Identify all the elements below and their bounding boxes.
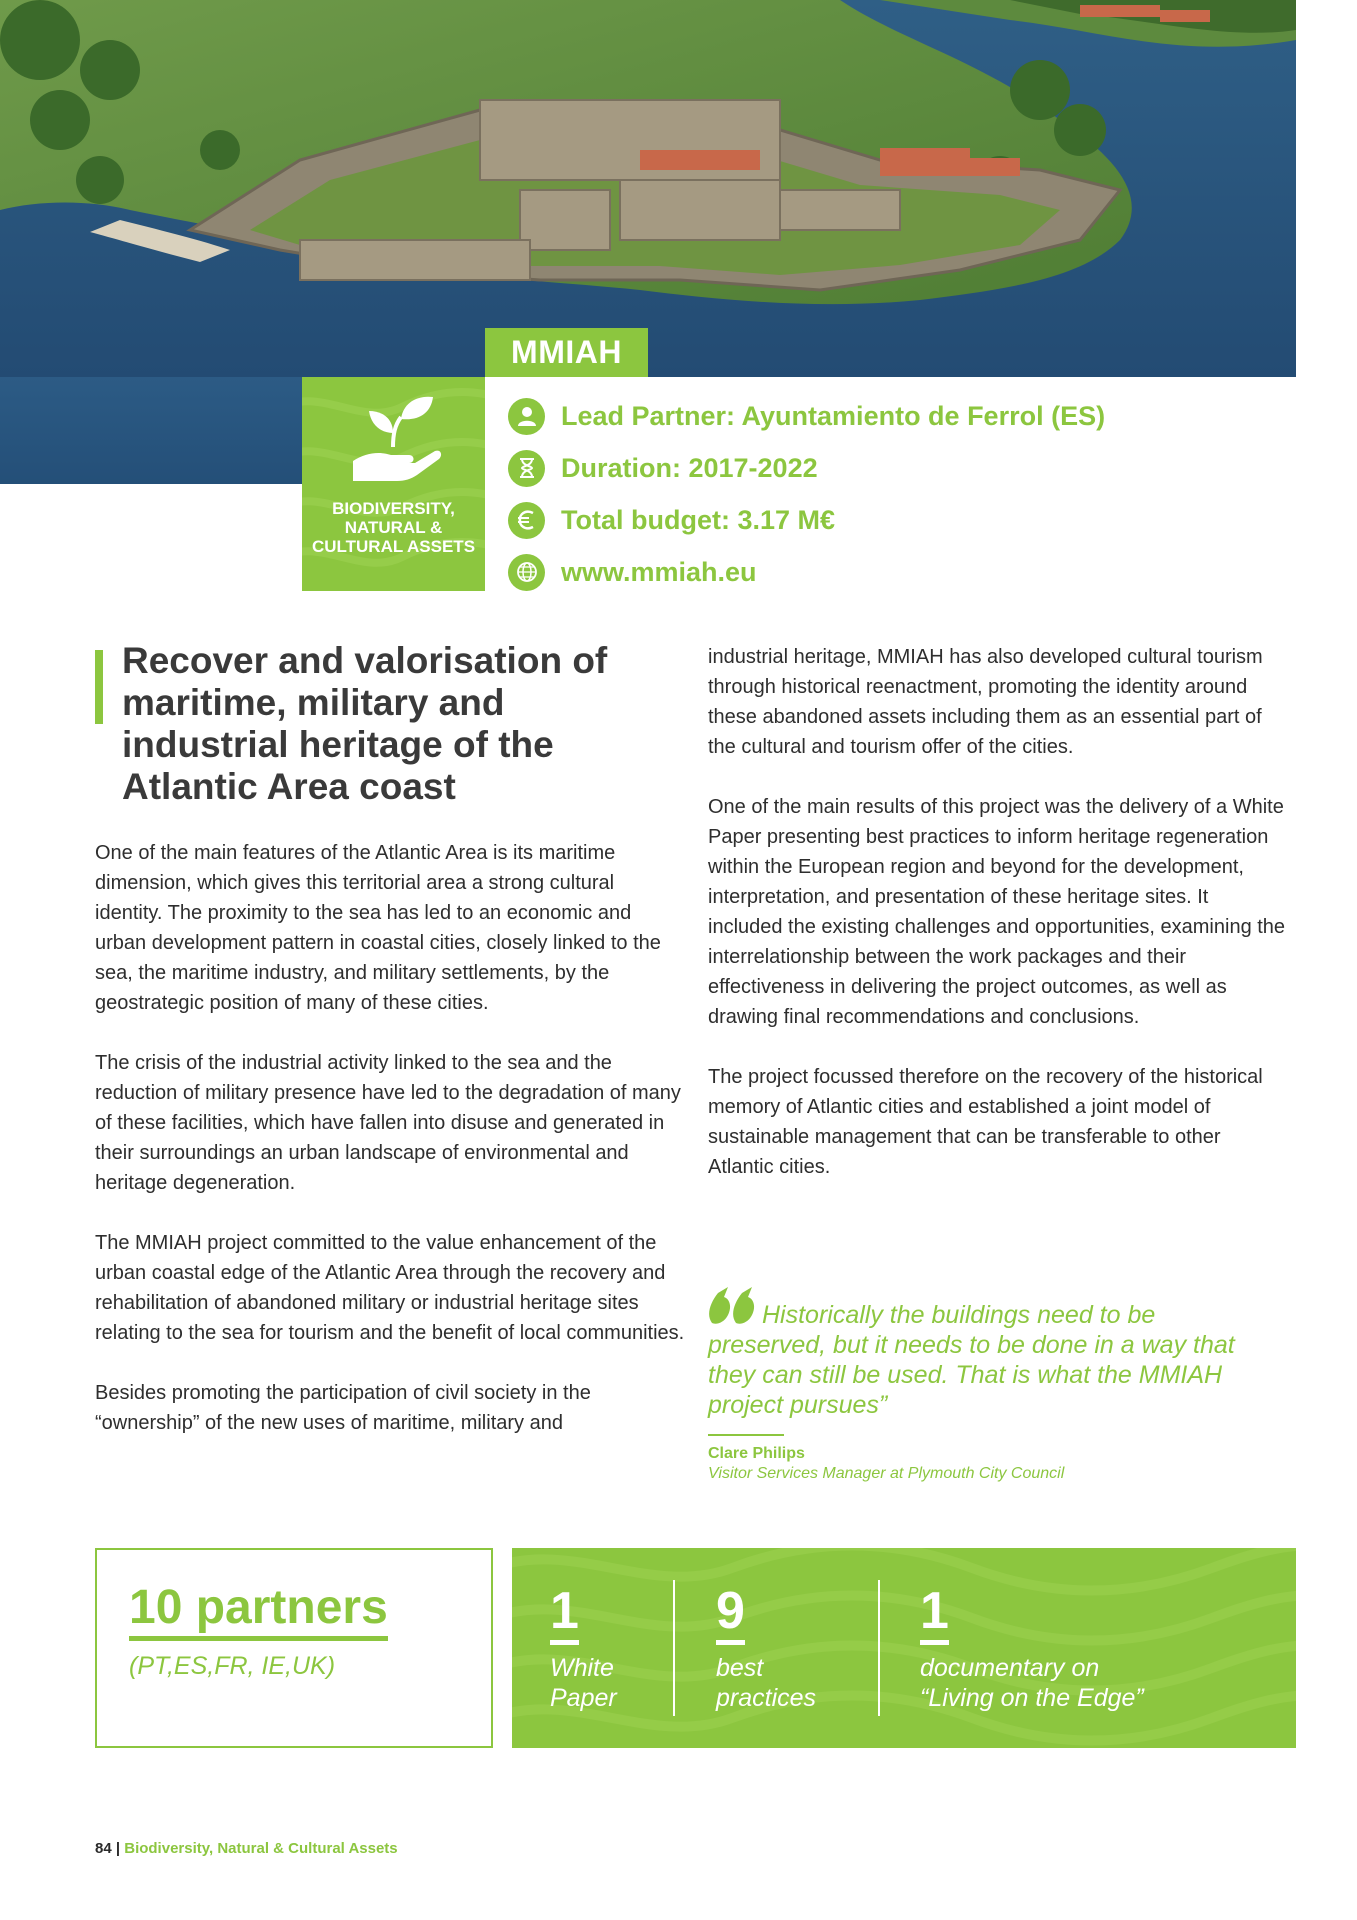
person-icon	[508, 398, 545, 435]
paragraph: The crisis of the industrial activity linked to the sea and the reduction of military presence have led to the degradation of many of these facilities, which have fallen into disuse and generated in their surroundings an urban landscape of environmental and heritage degeneration.	[95, 1052, 681, 1194]
quote-author-role: Visitor Services Manager at Plymouth City Council	[708, 1465, 1065, 1482]
quote-text: Historically the buildings need to be preserved, but it needs to be done in a way that they can still be used. That is what the MMIAH project pursues”	[708, 1301, 1235, 1419]
stat-label: documentary on “Living on the Edge”	[920, 1654, 1144, 1712]
stat-label: best practices	[716, 1654, 817, 1712]
paragraph: One of the main features of the Atlantic Area is its maritime dimension, which gives this territorial area a strong cultural identity. The proximity to the sea has led to an economic and urban development pattern in coastal cities, closely linked to the sea, the maritime industry, and military settlements, by the geostrategic position of many of these cities.	[95, 842, 661, 1014]
quote-author: Clare Philips	[708, 1445, 805, 1462]
plant-in-hand-icon	[345, 389, 445, 489]
quote-divider	[708, 1434, 784, 1436]
website-link[interactable]: www.mmiah.eu	[561, 556, 757, 587]
results-band	[512, 1548, 1296, 1748]
category-label: BIODIVERSITY, NATURAL & CULTURAL ASSETS	[311, 499, 476, 556]
stat-number: 1	[920, 1584, 949, 1645]
wave-pattern	[512, 1548, 1296, 1748]
stat-white-paper	[550, 1584, 617, 1713]
lead-partner-text: Lead Partner: Ayuntamiento de Ferrol (ES)	[561, 400, 1106, 431]
duration-text: Duration: 2017-2022	[561, 452, 818, 483]
paragraph: One of the main results of this project was the delivery of a White Paper presenting best practices to inform heritage regeneration within the European region and beyond for the development, interpretation, and presentation of these heritage sites. It included the existing challenges and opportunities, examining the interrelationship between the work packages and their effectiveness in delivering the project outcomes, as well as drawing final recommendations and conclusions.	[708, 796, 1286, 1028]
section-name: Biodiversity, Natural & Cultural Assets	[124, 1840, 398, 1857]
partners-count: 10 partners	[129, 1582, 388, 1641]
stat-best-practices	[716, 1584, 816, 1713]
quote-mark-icon	[708, 1285, 758, 1325]
stat-divider	[673, 1580, 675, 1716]
budget-row	[508, 494, 1105, 546]
paragraph: The MMIAH project committed to the value enhancement of the urban coastal edge of the Atlantic Area through the recovery and rehabilitation of abandoned military or industrial heritage sites relating to the sea for tourism and the benefit of local communities.	[95, 1232, 685, 1344]
budget-text: Total budget: 3.17 M€	[561, 504, 836, 535]
pull-quote	[708, 1285, 1268, 1484]
page-footer	[95, 1840, 398, 1857]
quote-body	[708, 1285, 1268, 1420]
hourglass-icon	[508, 450, 545, 487]
category-badge	[302, 377, 485, 591]
body-column-right	[708, 642, 1288, 1212]
title-accent-bar	[95, 650, 103, 724]
paragraph: industrial heritage, MMIAH has also developed cultural tourism through historical reenactment, promoting the identity around these abandoned assets including them as an essential part of the cultural and tourism offer of the cities.	[708, 646, 1263, 758]
duration-row	[508, 442, 1105, 494]
body-column-left	[95, 838, 685, 1468]
page-number: 84 |	[95, 1840, 121, 1857]
stat-number: 9	[716, 1584, 745, 1645]
paragraph: The project focussed therefore on the recovery of the historical memory of Atlantic cities and established a joint model of sustainable management that can be transferable to other Atlantic cities.	[708, 1066, 1263, 1178]
globe-icon	[508, 554, 545, 591]
project-acronym-tag: MMIAH	[485, 328, 648, 377]
paragraph: Besides promoting the participation of civil society in the “ownership” of the new uses of maritime, military and	[95, 1382, 591, 1434]
partners-countries: (PT,ES,FR, IE,UK)	[129, 1652, 336, 1680]
stat-divider	[878, 1580, 880, 1716]
stat-documentary	[920, 1584, 1144, 1713]
stat-label: White Paper	[550, 1654, 617, 1712]
hero-photo-sea-extension	[0, 377, 302, 484]
website-row	[508, 546, 1105, 598]
article-title: Recover and valorisation of maritime, military and industrial heritage of the Atlantic Area coast	[122, 640, 608, 807]
lead-partner-row	[508, 390, 1105, 442]
partners-box	[95, 1548, 493, 1748]
project-info	[508, 390, 1105, 598]
stat-number: 1	[550, 1584, 579, 1645]
euro-icon	[508, 502, 545, 539]
hero-photo-fortress	[0, 0, 1296, 377]
